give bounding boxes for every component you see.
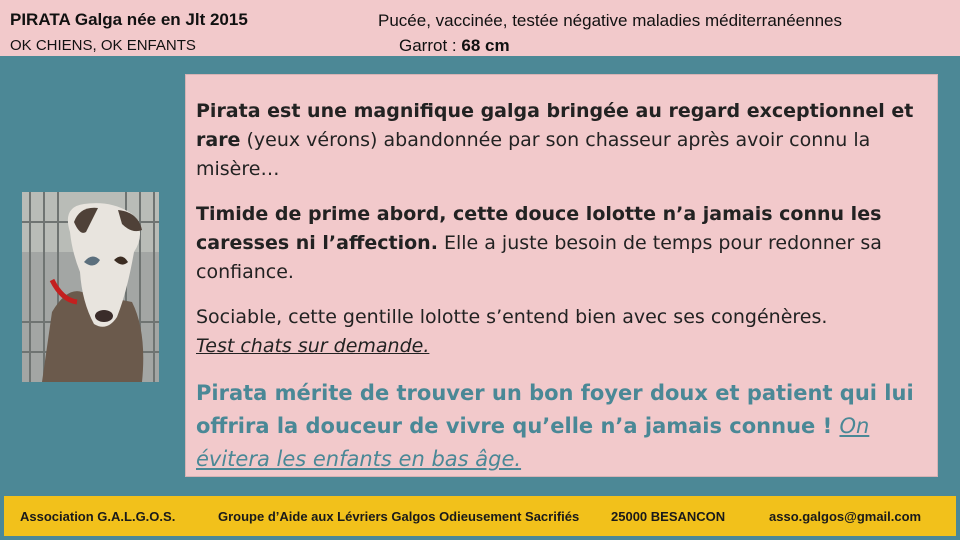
cat-test-note: Test chats sur demande. bbox=[196, 335, 430, 357]
withers-value: 68 cm bbox=[461, 36, 510, 55]
association-city: 25000 BESANCON bbox=[611, 509, 726, 524]
description-card bbox=[185, 74, 938, 477]
association-email[interactable]: asso.galgos@gmail.com bbox=[769, 509, 922, 524]
withers-height bbox=[399, 36, 510, 56]
paragraph-temperament bbox=[196, 200, 928, 287]
paragraph-appeal bbox=[196, 377, 928, 476]
paragraph-intro bbox=[196, 97, 928, 184]
intro-bold: Pirata est une magnifique galga bringée au regard exceptionnel et rare bbox=[196, 100, 914, 151]
children-note: On évitera les enfants en bas âge. bbox=[196, 414, 870, 471]
greyhound-illustration bbox=[22, 192, 159, 382]
sociability-text: Sociable, cette gentille lolotte s’entend bien avec ses congénères. bbox=[196, 306, 828, 328]
dog-name-birth: PIRATA Galga née en Jlt 2015 bbox=[10, 10, 248, 29]
intro-rest: (yeux vérons) abandonnée par son chasseur après avoir connu la misère… bbox=[196, 129, 871, 180]
dog-photo bbox=[22, 192, 159, 382]
appeal-bold: Pirata mérite de trouver un bon foyer doux et patient qui lui offrira la douceur de vivre qu’elle n’a jamais connue ! bbox=[196, 381, 914, 438]
footer-band bbox=[4, 496, 956, 536]
header-band bbox=[0, 0, 960, 56]
withers-label: Garrot : bbox=[399, 36, 462, 55]
association-name: Association G.A.L.G.O.S. bbox=[20, 509, 176, 524]
compatibility: OK CHIENS, OK ENFANTS bbox=[10, 37, 196, 54]
paragraph-sociability bbox=[196, 303, 928, 361]
health-status: Pucée, vaccinée, testée négative maladies méditerranéennes bbox=[378, 11, 843, 30]
temperament-rest: Elle a juste besoin de temps pour redonner sa confiance. bbox=[196, 232, 882, 283]
association-fullname: Groupe d’Aide aux Lévriers Galgos Odieusement Sacrifiés bbox=[218, 509, 580, 524]
temperament-bold: Timide de prime abord, cette douce lolotte n’a jamais connu les caresses ni l’affection. bbox=[196, 203, 882, 254]
